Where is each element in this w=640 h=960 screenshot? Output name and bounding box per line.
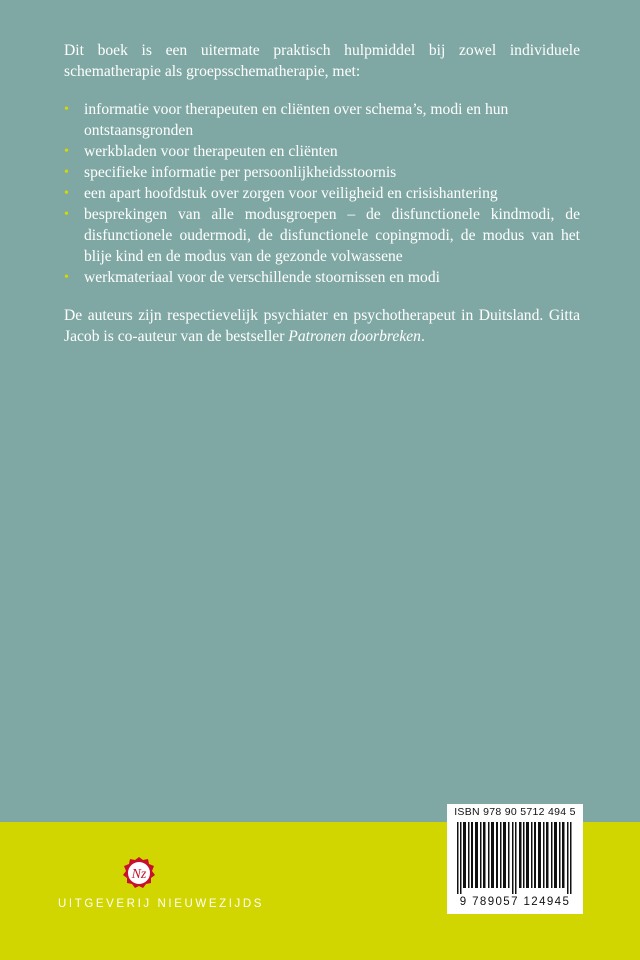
barcode	[447, 804, 583, 914]
feature-list	[64, 99, 580, 288]
bullet-icon: •	[64, 207, 69, 222]
bullet-icon: •	[64, 102, 69, 117]
list-item: • besprekingen van alle modusgroepen – de disfunctionele kindmodi, de disfunctionele oudermodi, de disfunctionele copingmodi, de modus van het blije kind en de modus van de gezonde volwassene	[64, 206, 580, 265]
list-item: • werkbladen voor therapeuten en cliënten	[64, 143, 338, 160]
bullet-icon: •	[64, 165, 69, 180]
publisher-name: UITGEVERIJ NIEUWEZIJDS	[58, 898, 265, 910]
barcode-bars-icon	[453, 822, 577, 894]
list-item: • een apart hoofdstuk over zorgen voor veiligheid en crisishantering	[64, 185, 498, 202]
intro-paragraph: Dit boek is een uitermate praktisch hulpmiddel bij zowel individuele schematherapie als groepsschematherapie, met:	[64, 42, 580, 80]
list-item: • specifieke informatie per persoonlijkheidsstoornis	[64, 164, 397, 181]
ean-digits: 9 789057 124945	[459, 896, 571, 908]
bullet-icon: •	[64, 186, 69, 201]
back-cover-text	[64, 40, 580, 347]
bullet-icon: •	[64, 144, 69, 159]
book-title: Patronen doorbreken	[288, 328, 421, 345]
list-item: • informatie voor therapeuten en cliënten over schema’s, modi en hun ontstaansgronden	[64, 101, 509, 139]
logo-text: Nz	[131, 867, 147, 882]
isbn-label: ISBN 978 90 5712 494 5	[454, 806, 576, 818]
publisher-logo-icon	[122, 856, 156, 890]
authors-paragraph: De auteurs zijn respectievelijk psychiater en psychotherapeut in Duitsland. Gitta Jacob is co-auteur van de bestseller Patronen doorbreken.	[64, 307, 580, 345]
bullet-icon: •	[64, 270, 69, 285]
list-item: • werkmateriaal voor de verschillende stoornissen en modi	[64, 269, 440, 286]
